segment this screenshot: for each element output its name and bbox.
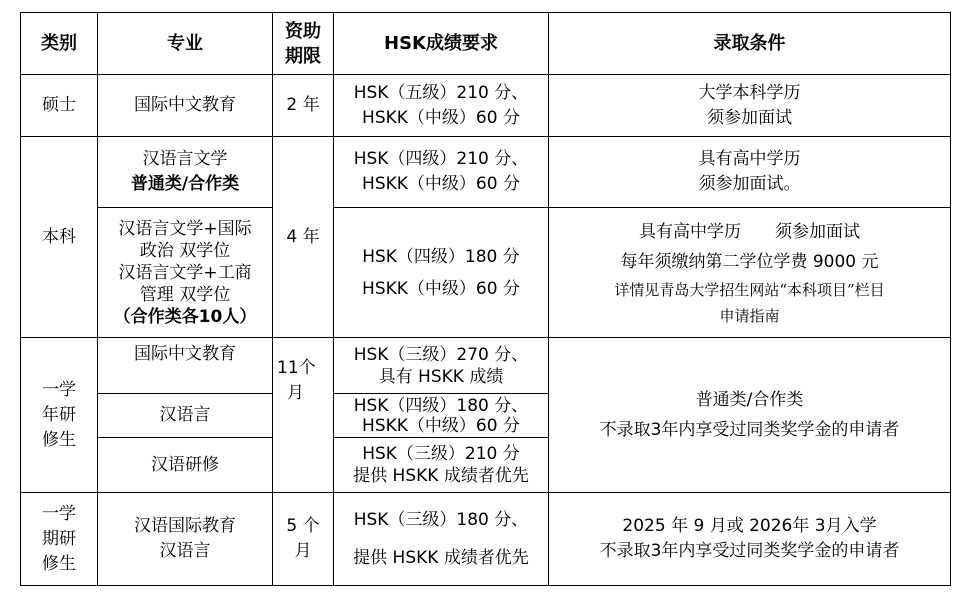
admission-master bbox=[549, 75, 951, 137]
table-row-oneyear-1 bbox=[21, 338, 951, 394]
admission-undergrad-2-line2: 每年须缴纳第二学位学费 9000 元 bbox=[620, 251, 879, 272]
duration-onesemester-line1: 5 个 bbox=[286, 516, 320, 536]
header-admission: 录取条件 bbox=[549, 13, 951, 75]
admission-undergrad-2-line1: 具有高中学历 须参加面试 bbox=[639, 221, 860, 242]
major-onesemester bbox=[98, 493, 273, 586]
major-oneyear-1: 国际中文教育 bbox=[98, 338, 273, 394]
duration-oneyear bbox=[273, 338, 334, 493]
category-onesemester bbox=[21, 493, 98, 586]
admission-oneyear-line2: 不录取3年内享受过同类奖学金的申请者 bbox=[599, 420, 900, 440]
major-oneyear-2: 汉语言 bbox=[98, 394, 273, 438]
duration-onesemester-line2: 月 bbox=[294, 541, 312, 561]
header-major: 专业 bbox=[98, 13, 273, 75]
admission-undergrad-1-line2: 须参加面试。 bbox=[698, 174, 801, 194]
category-onesemester-line2: 期研 bbox=[42, 528, 76, 549]
admission-onesemester bbox=[549, 493, 951, 586]
admission-oneyear bbox=[549, 338, 951, 493]
major-undergrad-2-line3: 汉语言文学+工商 bbox=[118, 262, 252, 283]
major-undergrad-2-line5: （合作类各10人） bbox=[113, 306, 257, 327]
header-hsk: HSK成绩要求 bbox=[334, 13, 549, 75]
hsk-oneyear-1 bbox=[334, 338, 549, 394]
hsk-oneyear-3-line2: 提供 HSKK 成绩者优先 bbox=[353, 466, 529, 486]
admission-master-line2: 须参加面试 bbox=[707, 107, 792, 128]
hsk-master-line2: HSKK（中级）60 分 bbox=[362, 107, 520, 128]
hsk-onesemester-line1: HSK（三级）180 分、 bbox=[353, 510, 529, 530]
category-onesemester-line1: 一学 bbox=[42, 503, 76, 524]
major-undergrad-2-line2: 政治 双学位 bbox=[139, 240, 231, 261]
major-undergrad-2-line4: 管理 双学位 bbox=[139, 284, 231, 305]
major-master: 国际中文教育 bbox=[98, 75, 273, 137]
major-onesemester-line1: 汉语国际教育 bbox=[134, 516, 236, 536]
admission-undergrad-2-line3: 详情见青岛大学招生网站“本科项目”栏目 bbox=[614, 280, 885, 299]
duration-master: 2 年 bbox=[273, 75, 334, 137]
hsk-undergrad-1 bbox=[334, 137, 549, 208]
hsk-master-line1: HSK（五级）210 分、 bbox=[353, 82, 529, 103]
header-duration bbox=[273, 13, 334, 75]
major-onesemester-line2: 汉语言 bbox=[159, 541, 211, 561]
category-onesemester-line3: 修生 bbox=[42, 553, 76, 574]
header-category: 类别 bbox=[21, 13, 98, 75]
admission-undergrad-1 bbox=[549, 137, 951, 208]
hsk-master bbox=[334, 75, 549, 137]
table-row-undergrad-2 bbox=[21, 208, 951, 338]
hsk-oneyear-2 bbox=[334, 394, 549, 438]
duration-onesemester bbox=[273, 493, 334, 586]
major-undergrad-2 bbox=[98, 208, 273, 338]
hsk-onesemester bbox=[334, 493, 549, 586]
header-duration-line1: 资助 bbox=[285, 20, 321, 42]
admission-undergrad-1-line1: 具有高中学历 bbox=[698, 149, 801, 169]
admission-master-line1: 大学本科学历 bbox=[698, 82, 801, 103]
category-oneyear-line2: 年研 bbox=[42, 404, 76, 425]
header-row bbox=[21, 13, 951, 75]
table-row-master bbox=[21, 75, 951, 137]
major-undergrad-1-line1: 汉语言文学 bbox=[142, 149, 228, 169]
admission-onesemester-line2: 不录取3年内享受过同类奖学金的申请者 bbox=[599, 541, 900, 561]
admission-undergrad-2-line4: 申请指南 bbox=[719, 306, 780, 325]
category-oneyear bbox=[21, 338, 98, 493]
category-oneyear-line3: 修生 bbox=[42, 429, 76, 450]
duration-oneyear-line1: 11个 bbox=[277, 358, 316, 378]
hsk-oneyear-1-line2: 具有 HSKK 成绩 bbox=[378, 366, 504, 387]
hsk-oneyear-1-line1: HSK（三级）270 分、 bbox=[353, 344, 529, 365]
hsk-oneyear-2-line1: HSK（四级）180 分、 bbox=[353, 395, 529, 416]
hsk-undergrad-1-line2: HSKK（中级）60 分 bbox=[362, 174, 520, 194]
major-undergrad-1-line2: 普通类/合作类 bbox=[130, 174, 240, 194]
hsk-undergrad-2-line1: HSK（四级）180 分 bbox=[362, 246, 520, 267]
category-undergrad: 本科 bbox=[21, 137, 98, 338]
admission-oneyear-line1: 普通类/合作类 bbox=[695, 390, 804, 410]
header-duration-line2: 期限 bbox=[285, 45, 321, 67]
scholarship-table bbox=[20, 12, 951, 586]
hsk-oneyear-3 bbox=[334, 438, 549, 493]
hsk-undergrad-2-line2: HSKK（中级）60 分 bbox=[362, 278, 520, 299]
admission-onesemester-line1: 2025 年 9 月或 2026年 3月入学 bbox=[622, 516, 877, 536]
category-oneyear-line1: 一学 bbox=[42, 379, 76, 400]
major-undergrad-2-line1: 汉语言文学+国际 bbox=[118, 218, 252, 239]
admission-undergrad-2 bbox=[549, 208, 951, 338]
hsk-undergrad-2 bbox=[334, 208, 549, 338]
major-oneyear-3: 汉语研修 bbox=[98, 438, 273, 493]
major-undergrad-1 bbox=[98, 137, 273, 208]
category-master: 硕士 bbox=[21, 75, 98, 137]
duration-oneyear-line2: 月 bbox=[287, 383, 304, 403]
hsk-undergrad-1-line1: HSK（四级）210 分、 bbox=[353, 149, 529, 169]
hsk-onesemester-line2: 提供 HSKK 成绩者优先 bbox=[353, 548, 529, 568]
duration-undergrad: 4 年 bbox=[273, 137, 334, 338]
hsk-oneyear-3-line1: HSK（三级）210 分 bbox=[362, 444, 520, 464]
table-row-onesemester bbox=[21, 493, 951, 586]
table-row-undergrad-1 bbox=[21, 137, 951, 208]
hsk-oneyear-2-line2: HSKK（中级）60 分 bbox=[362, 415, 520, 436]
